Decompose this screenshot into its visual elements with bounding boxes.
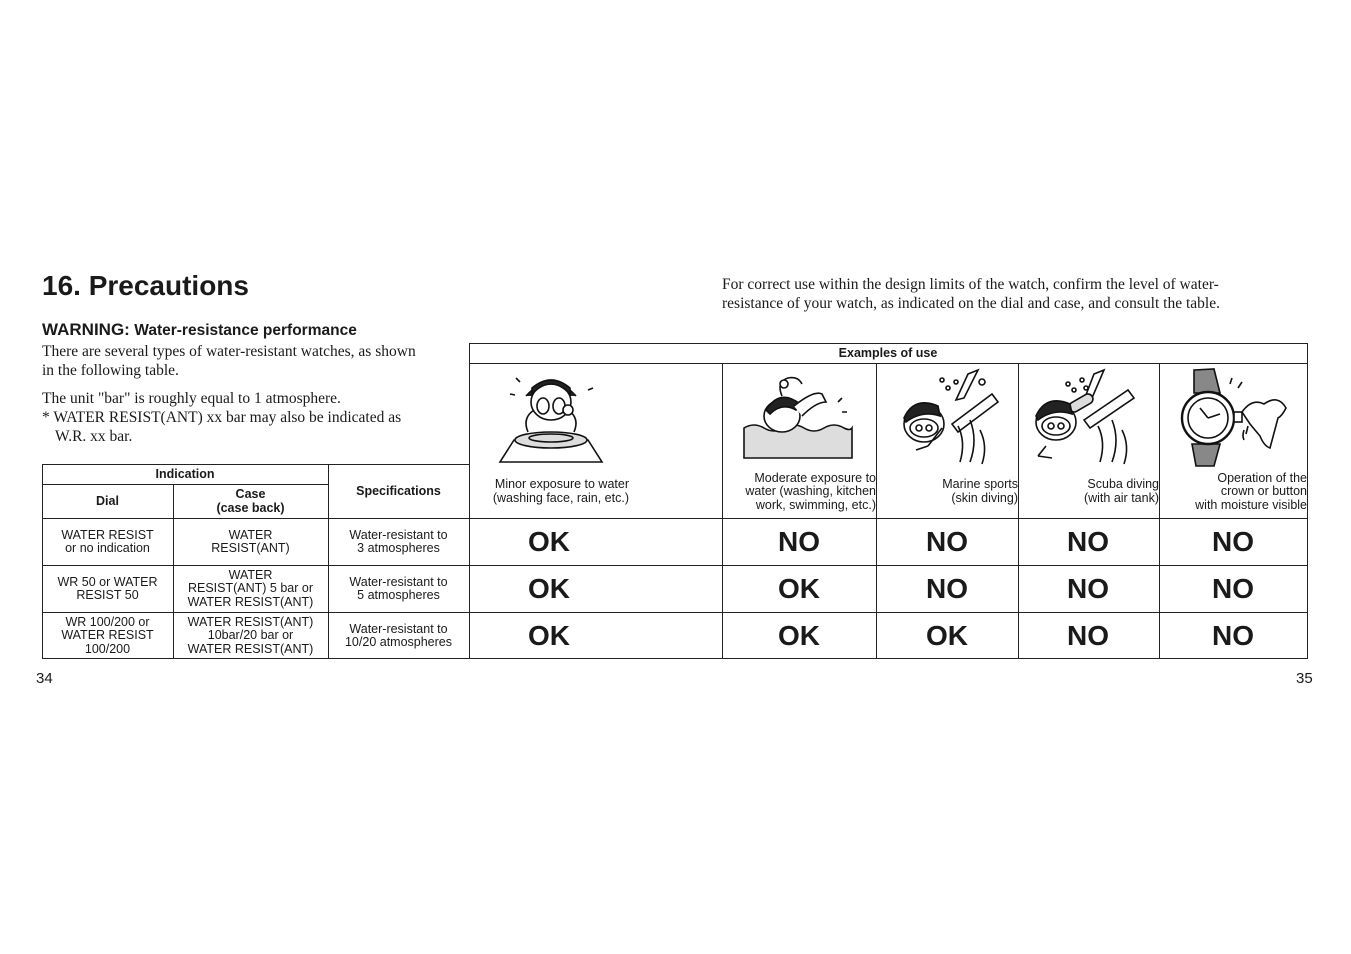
row-3-case <box>173 613 328 659</box>
swimmer-icon <box>742 372 854 460</box>
row-1-case-line-2: RESIST(ANT) <box>211 541 290 555</box>
example-2-line-2: water (washing, kitchen <box>745 484 876 498</box>
skin-diver-icon <box>898 368 1002 466</box>
page-number-right: 35 <box>1296 670 1313 687</box>
row-3-case-line-3: WATER RESIST(ANT) <box>187 641 314 656</box>
warning-paragraph-1-line-1: There are several types of water-resistant watches, as shown <box>42 343 416 360</box>
row-1-spec-line-1: Water-resistant to <box>349 527 448 542</box>
indication-header: Indication <box>155 466 215 481</box>
row-2-spec-line-2: 5 atmospheres <box>357 588 440 602</box>
row-1-spec <box>328 519 469 565</box>
example-1-line-1: Minor exposure to water <box>494 477 629 491</box>
warning-label: WARNING: <box>42 320 130 339</box>
example-4-line-2: (with air tank) <box>1083 490 1159 505</box>
row-2-dial <box>42 566 173 612</box>
intro-paragraph <box>722 275 1282 313</box>
example-5-line-1: Operation of the <box>1217 470 1307 485</box>
row-2-case-line-1: WATER <box>228 567 273 582</box>
row-1-mark-moderate: NO <box>778 526 820 557</box>
row-3-mark-minor: OK <box>528 620 570 651</box>
warning-paragraph-3-line-1: * WATER RESIST(ANT) xx bar may also be indicated as <box>42 409 402 426</box>
row-2-dial-line-2: RESIST 50 <box>76 588 139 602</box>
row-2-case-line-2: RESIST(ANT) 5 bar or <box>187 581 314 596</box>
example-4-line-1: Scuba diving <box>1087 477 1159 491</box>
row-1-mark-minor: OK <box>528 526 570 557</box>
warning-paragraph-1-line-2: in the following table. <box>42 362 179 379</box>
row-1-mark-scuba: NO <box>1067 526 1109 557</box>
row-3-mark-crown: NO <box>1212 620 1254 651</box>
row-3-case-line-2: 10bar/20 bar or <box>207 628 294 643</box>
wet-watch-icon <box>1178 368 1290 468</box>
warning-paragraph-2: The unit "bar" is roughly equal to 1 atmosphere. <box>42 390 341 407</box>
case-header-line-2: (case back) <box>216 500 285 515</box>
example-2-line-3: work, swimming, etc.) <box>755 497 876 512</box>
row-3-dial-line-2: WATER RESIST <box>61 628 154 643</box>
row-1-dial-line-1: WATER RESIST <box>61 527 154 542</box>
face-washing-icon <box>496 366 606 464</box>
row-1-spec-line-2: 3 atmospheres <box>357 541 440 555</box>
row-1-dial <box>42 519 173 565</box>
row-3-spec <box>328 613 469 659</box>
row-2-mark-moderate: OK <box>778 573 820 604</box>
row-3-dial-line-1: WR 100/200 or <box>65 614 150 629</box>
row-2-mark-minor: OK <box>528 573 570 604</box>
example-2-line-1: Moderate exposure to <box>754 470 876 485</box>
row-3-spec-line-2: 10/20 atmospheres <box>344 635 452 649</box>
row-1-case-line-1: WATER <box>228 527 273 542</box>
row-3-spec-line-1: Water-resistant to <box>349 621 448 636</box>
example-1-line-2: (washing face, rain, etc.) <box>492 490 629 505</box>
row-2-case-line-3: WATER RESIST(ANT) <box>187 594 314 609</box>
row-1-mark-marine: NO <box>926 526 968 557</box>
row-1-dial-line-2: or no indication <box>65 541 150 555</box>
row-2-spec-line-1: Water-resistant to <box>349 574 448 589</box>
example-5-line-2: crown or button <box>1220 484 1307 498</box>
row-3-dial <box>42 613 173 659</box>
page-number-left: 34 <box>36 670 53 687</box>
dial-header: Dial <box>96 493 119 508</box>
row-3-case-line-1: WATER RESIST(ANT) <box>187 614 314 629</box>
row-2-dial-line-1: WR 50 or WATER <box>57 574 158 589</box>
row-1-mark-crown: NO <box>1212 526 1254 557</box>
example-5-line-3: with moisture visible <box>1195 497 1307 512</box>
intro-line-1: For correct use within the design limits of the watch, confirm the level of water- <box>722 276 1219 293</box>
row-3-mark-scuba: NO <box>1067 620 1109 651</box>
case-header-line-1: Case <box>235 487 266 501</box>
warning-paragraph-3 <box>42 408 462 446</box>
scuba-diver-icon <box>1028 368 1140 466</box>
row-3-dial-line-3: 100/200 <box>84 641 131 656</box>
intro-line-2: resistance of your watch, as indicated on the dial and case, and consult the table. <box>722 295 1220 312</box>
case-header <box>173 485 328 518</box>
row-2-case <box>173 566 328 612</box>
examples-header: Examples of use <box>838 345 938 360</box>
row-1-case <box>173 519 328 565</box>
row-3-mark-moderate: OK <box>778 620 820 651</box>
row-2-mark-scuba: NO <box>1067 573 1109 604</box>
warning-paragraph-3-line-2: W.R. xx bar. <box>55 428 133 445</box>
example-3-line-2: (skin diving) <box>951 490 1018 505</box>
specifications-header: Specifications <box>356 483 441 498</box>
warning-subtitle: Water-resistance performance <box>134 322 357 339</box>
example-3-line-1: Marine sports <box>942 477 1018 491</box>
row-2-mark-marine: NO <box>926 573 968 604</box>
warning-paragraph-1 <box>42 342 462 380</box>
page-title: 16. Precautions <box>42 270 249 301</box>
row-2-spec <box>328 566 469 612</box>
row-2-mark-crown: NO <box>1212 573 1254 604</box>
warning-heading <box>42 320 357 340</box>
row-3-mark-marine: OK <box>926 620 968 651</box>
